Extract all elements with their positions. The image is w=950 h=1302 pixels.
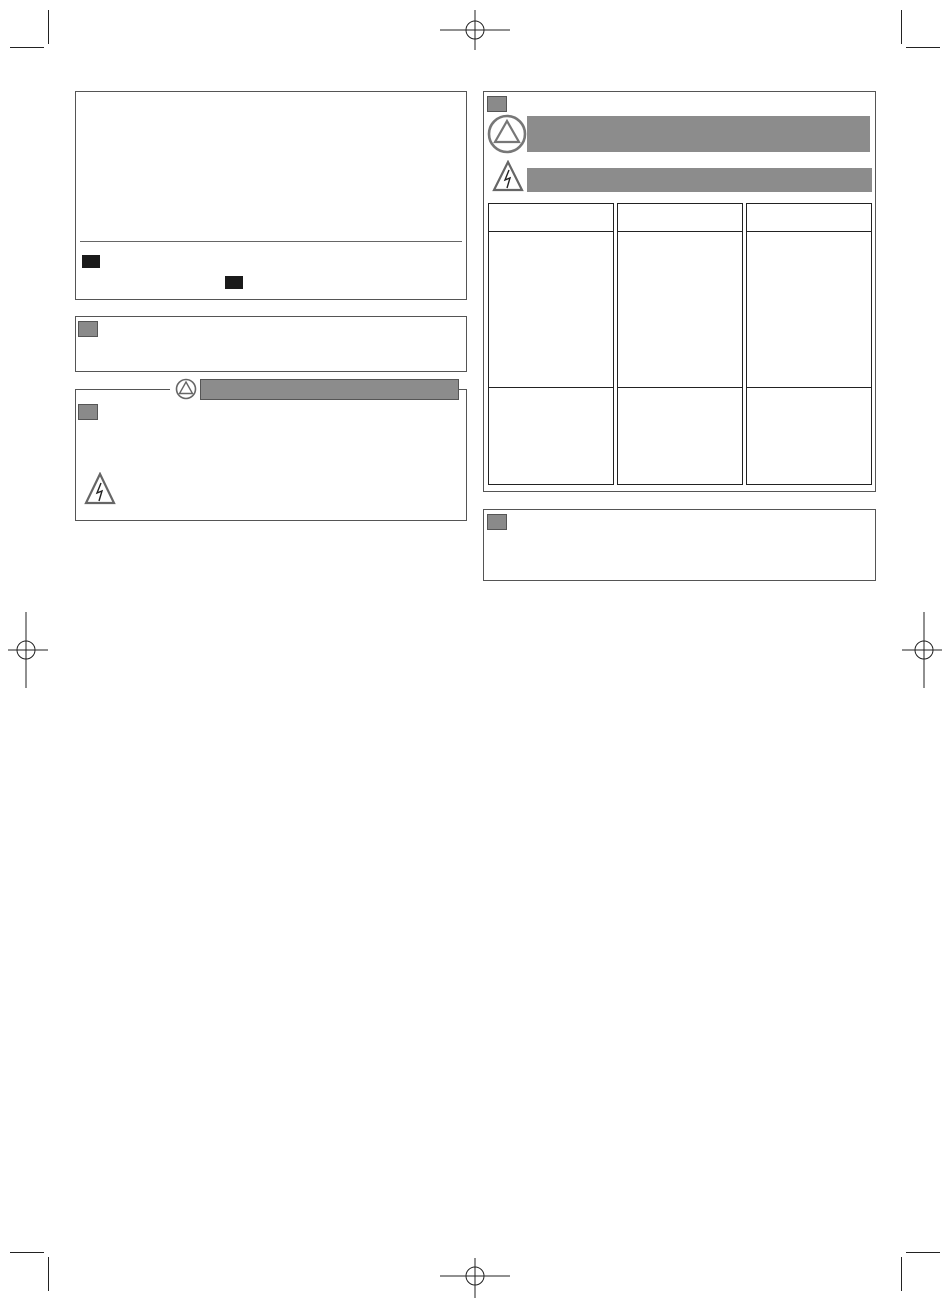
grey-marker-square <box>487 514 507 530</box>
caution-large-icon <box>487 114 527 154</box>
grey-marker-square <box>78 404 98 420</box>
right-panel-table <box>483 91 876 492</box>
table-cell-row2-col3 <box>746 387 872 485</box>
table-cell-row2-col1 <box>488 387 614 485</box>
right-panel-section <box>483 509 876 581</box>
black-marker-square <box>82 255 100 268</box>
electrical-hazard-icon <box>492 160 524 192</box>
crop-mark-bottom-right-v <box>901 1257 902 1291</box>
crop-mark-bottom-left-h <box>10 1252 44 1253</box>
registration-mark-right-icon <box>902 612 942 688</box>
table-header-cell-1 <box>488 203 614 232</box>
crop-mark-top-left-v <box>48 10 49 44</box>
table-header-cell-2 <box>617 203 743 232</box>
table-cell-row2-col2 <box>617 387 743 485</box>
table-header-cell-3 <box>746 203 872 232</box>
table-cell-row1-col3 <box>746 231 872 388</box>
registration-mark-left-icon <box>8 612 48 688</box>
crop-mark-top-left-h <box>10 47 44 48</box>
left-panel-caution <box>75 389 467 521</box>
caution-icon <box>175 378 197 400</box>
caution-banner <box>200 379 459 400</box>
crop-mark-bottom-right-h <box>906 1252 940 1253</box>
caution-header-bar <box>527 116 870 152</box>
grey-marker-square <box>78 321 98 337</box>
crop-mark-bottom-left-v <box>48 1257 49 1291</box>
left-panel-section <box>75 316 467 372</box>
crop-mark-top-right-h <box>906 47 940 48</box>
panel-divider <box>80 241 462 242</box>
registration-mark-bottom-icon <box>440 1258 510 1298</box>
black-marker-square-inline <box>225 276 243 289</box>
table-cell-row1-col2 <box>617 231 743 388</box>
registration-mark-top-icon <box>440 10 510 50</box>
table-cell-row1-col1 <box>488 231 614 388</box>
grey-marker-square <box>487 96 507 112</box>
hazard-header-bar <box>527 168 872 192</box>
electrical-hazard-icon <box>84 472 116 506</box>
left-panel-intro <box>75 91 467 300</box>
crop-mark-top-right-v <box>901 10 902 44</box>
